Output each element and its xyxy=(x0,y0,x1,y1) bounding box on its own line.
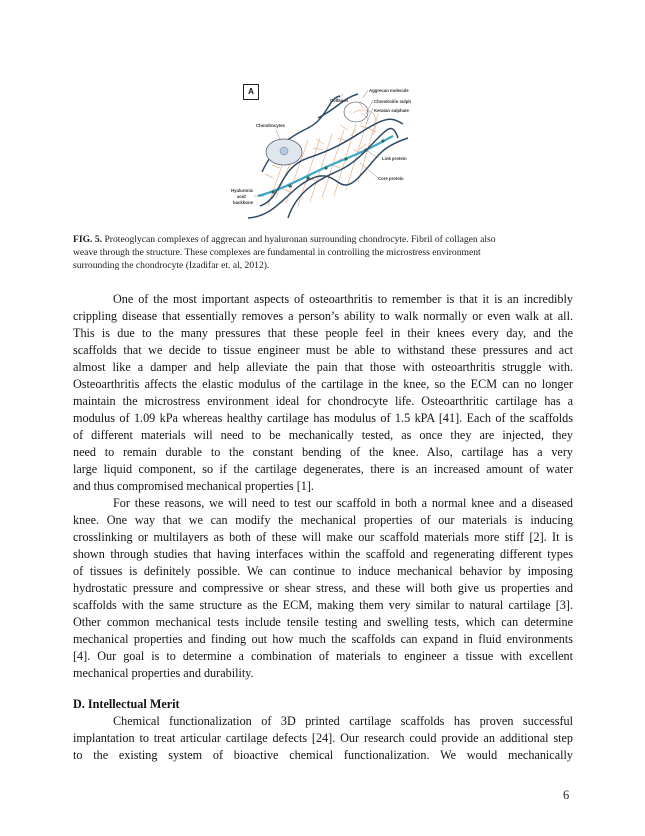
label-core-protein: Core protein xyxy=(378,176,404,181)
text-line: Osteoarthritis affects the elastic modulus of the cartilage in the knee, so the ECM can no longer xyxy=(73,377,573,391)
label-acid: acid xyxy=(237,194,246,199)
figure-proteoglycan-diagram xyxy=(228,78,428,226)
figure-caption xyxy=(73,233,573,273)
text-line: of tissues is definitely possible. We can continue to induce mechanical behavior by imposing xyxy=(73,564,573,578)
text-line: implantation to treat articular cartilage defects [24]. Our research could provide an additional step xyxy=(73,731,573,745)
label-aggrecan: Aggrecan molecule xyxy=(369,88,409,93)
text-line: This is due to the many pressures that these people feel in their knees every day, and the xyxy=(73,326,573,340)
section-heading: D. Intellectual Merit xyxy=(73,697,180,711)
label-collagen: Collagen xyxy=(330,98,349,103)
label-chondrocytes: Chondrocytes xyxy=(256,123,285,128)
text-line: Other common mechanical tests include tensile testing and swelling tests, which can determine xyxy=(73,615,573,629)
text-line: hydrostatic pressure and compressive or shear stress, and these will both give us properties and xyxy=(73,581,573,595)
text-line: For these reasons, we will need to test our scaffold in both a normal knee and a diseased xyxy=(113,496,573,510)
text-line: One of the most important aspects of osteoarthritis to remember is that it is an incredibly xyxy=(113,292,573,306)
text-line: shown through studies that having interfaces within the scaffold and regenerating different types xyxy=(73,547,573,561)
text-line: knee. One way that we can modify the mechanical properties of our materials is inducing xyxy=(73,513,573,527)
text-line: mechanical properties and durability. xyxy=(73,666,254,680)
panel-label: A xyxy=(243,84,259,100)
text-line: almost like a damper and help alleviate the pain that those with osteoarthritis struggle with. xyxy=(73,360,573,374)
text-line: crosslinking or multilayers as both of these will make our scaffold materials more stiff [2]. It is xyxy=(73,530,573,544)
caption-line: surrounding the chondrocyte (Izadifar et. al, 2012). xyxy=(73,260,270,272)
text-line: scaffolds that we decide to tissue engineer must be able to withstand these pressures and act xyxy=(73,343,573,357)
label-chondroitin: Chondroitin sulph xyxy=(374,99,411,104)
label-keratan: Keratan sulphate xyxy=(374,108,409,113)
page-number: 6 xyxy=(563,788,570,802)
text-line: scaffolds with the same structure as the ECM, making them very similar to natural cartilage [3]. xyxy=(73,598,573,612)
section-intellectual-merit xyxy=(73,696,573,764)
caption-label: FIG. 5. xyxy=(73,234,103,245)
text-line: maintain the microstress environment ideal for chondrocyte life. Osteoarthritic cartilage has a xyxy=(73,394,573,408)
label-hyaluronic: Hyaluronic xyxy=(231,188,254,193)
label-backbone: backbone xyxy=(233,200,254,205)
paragraph-testing xyxy=(73,495,573,682)
text-line: crippling disease that essentially removes a person’s ability to walk normally or even walk at all. xyxy=(73,309,573,323)
text-line: need to remain durable to the constant bending of the knee. Also, cartilage has a very xyxy=(73,445,573,459)
text-line: [4]. Our goal is to determine a combination of materials to engineer a tissue with excellent xyxy=(73,649,573,663)
text-line: mechanical properties and finding out how much the scaffolds can expand in fluid environments xyxy=(73,632,573,646)
text-line: and thus compromised mechanical properties [1]. xyxy=(73,479,314,493)
text-line: of different materials will need to be mechanically tested, as once they are injected, they xyxy=(73,428,573,442)
text-line: modulus of 1.09 kPa whereas healthy cartilage has modulus of 1.5 kPA [41]. Each of the scaffolds xyxy=(73,411,573,425)
text-line: Chemical functionalization of 3D printed cartilage scaffolds has proven successful xyxy=(113,714,573,728)
label-link-protein: Link protein xyxy=(382,156,407,161)
text-line: large liquid component, so if the cartilage degenerates, there is an increased amount of water xyxy=(73,462,573,476)
paragraph-osteoarthritis xyxy=(73,291,573,495)
caption-line: weave through the structure. These complexes are fundamental in controlling the microstress environment xyxy=(73,247,481,259)
caption-line: Proteoglycan complexes of aggrecan and hyaluronan surrounding chondrocyte. Fibril of collagen also xyxy=(102,234,496,245)
text-line: to the existing system of bioactive chemical functionalization. We would mechanically xyxy=(73,748,573,762)
